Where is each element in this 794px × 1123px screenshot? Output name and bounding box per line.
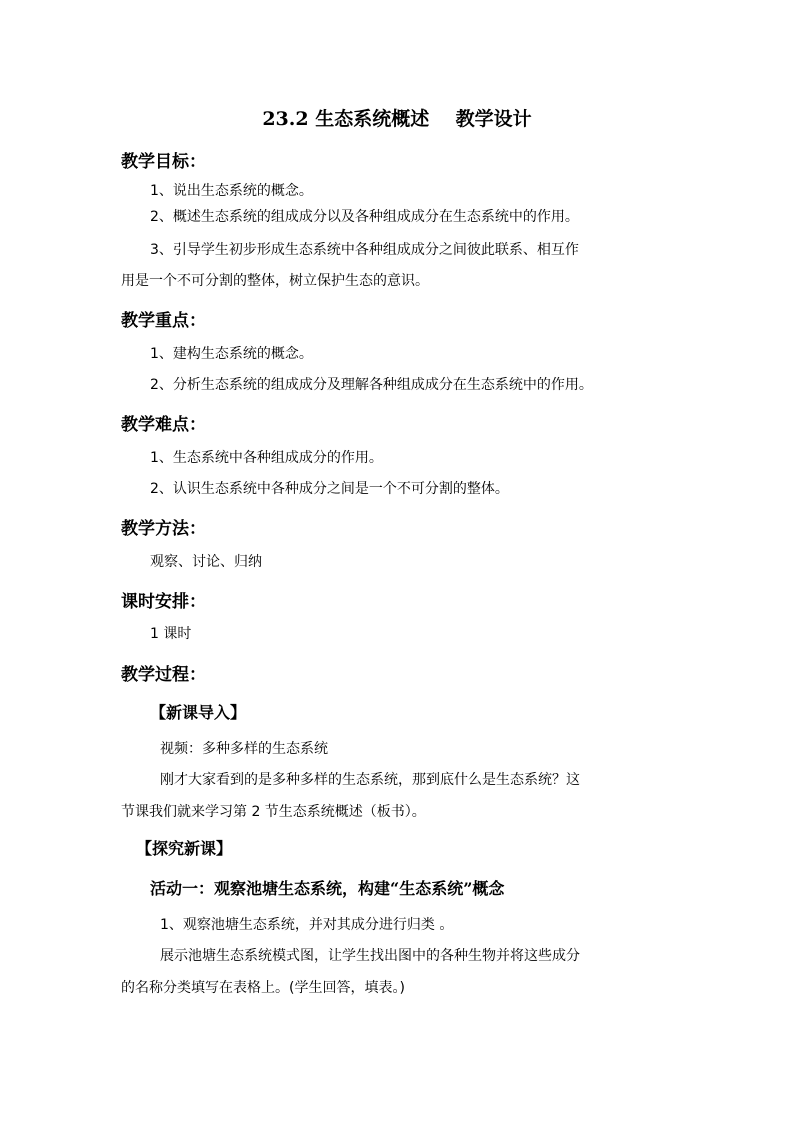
difficulty-item-2: 2、认识生态系统中各种成分之间是一个不可分割的整体。 [150,481,509,497]
activity-1-step-1: 1、观察池塘生态系统，并对其成分进行归类 。 [160,917,454,933]
objective-item-2: 2、概述生态系统的组成成分以及各种组成成分在生态系统中的作用。 [150,209,579,225]
objective-item-3-line-2: 用是一个不可分割的整体，树立保护生态的意识。 [121,273,429,289]
intro-video: 视频：多种多样的生态系统 [160,741,328,757]
objective-item-3-line-1: 3、引导学生初步形成生态系统中各种组成成分之间彼此联系、相互作 [150,242,579,258]
schedule-heading: 课时安排： [121,592,206,612]
key-point-item-1: 1、建构生态系统的概念。 [150,346,313,362]
intro-line-2: 节课我们就来学习第 2 节生态系统概述（板书）。 [121,804,426,820]
activity-1-line-2: 的名称分类填写在表格上。(学生回答，填表。) [121,980,405,996]
key-point-item-2: 2、分析生态系统的组成成分及理解各种组成成分在生态系统中的作用。 [150,377,593,393]
methods-text: 观察、讨论、归纳 [150,554,262,570]
intro-heading: 【新课导入】 [150,703,247,722]
objectives-heading: 教学目标： [121,152,206,172]
difficulty-item-1: 1、生态系统中各种组成成分的作用。 [150,450,383,466]
difficulties-heading: 教学难点： [121,415,206,435]
objective-item-1: 1、说出生态系统的概念。 [150,183,313,199]
process-heading: 教学过程： [121,665,206,685]
document-title: 23.2 生态系统概述 教学设计 [262,108,532,130]
intro-line-1: 刚才大家看到的是多种多样的生态系统，那到底什么是生态系统？这 [160,772,580,788]
methods-heading: 教学方法： [121,519,206,539]
explore-heading: 【探究新课】 [136,839,233,858]
activity-1-title: 活动一：观察池塘生态系统，构建“生态系统”概念 [150,879,505,898]
activity-1-line-1: 展示池塘生态系统模式图，让学生找出图中的各种生物并将这些成分 [160,948,580,964]
schedule-text: 1 课时 [150,626,192,642]
key-points-heading: 教学重点： [121,311,206,331]
